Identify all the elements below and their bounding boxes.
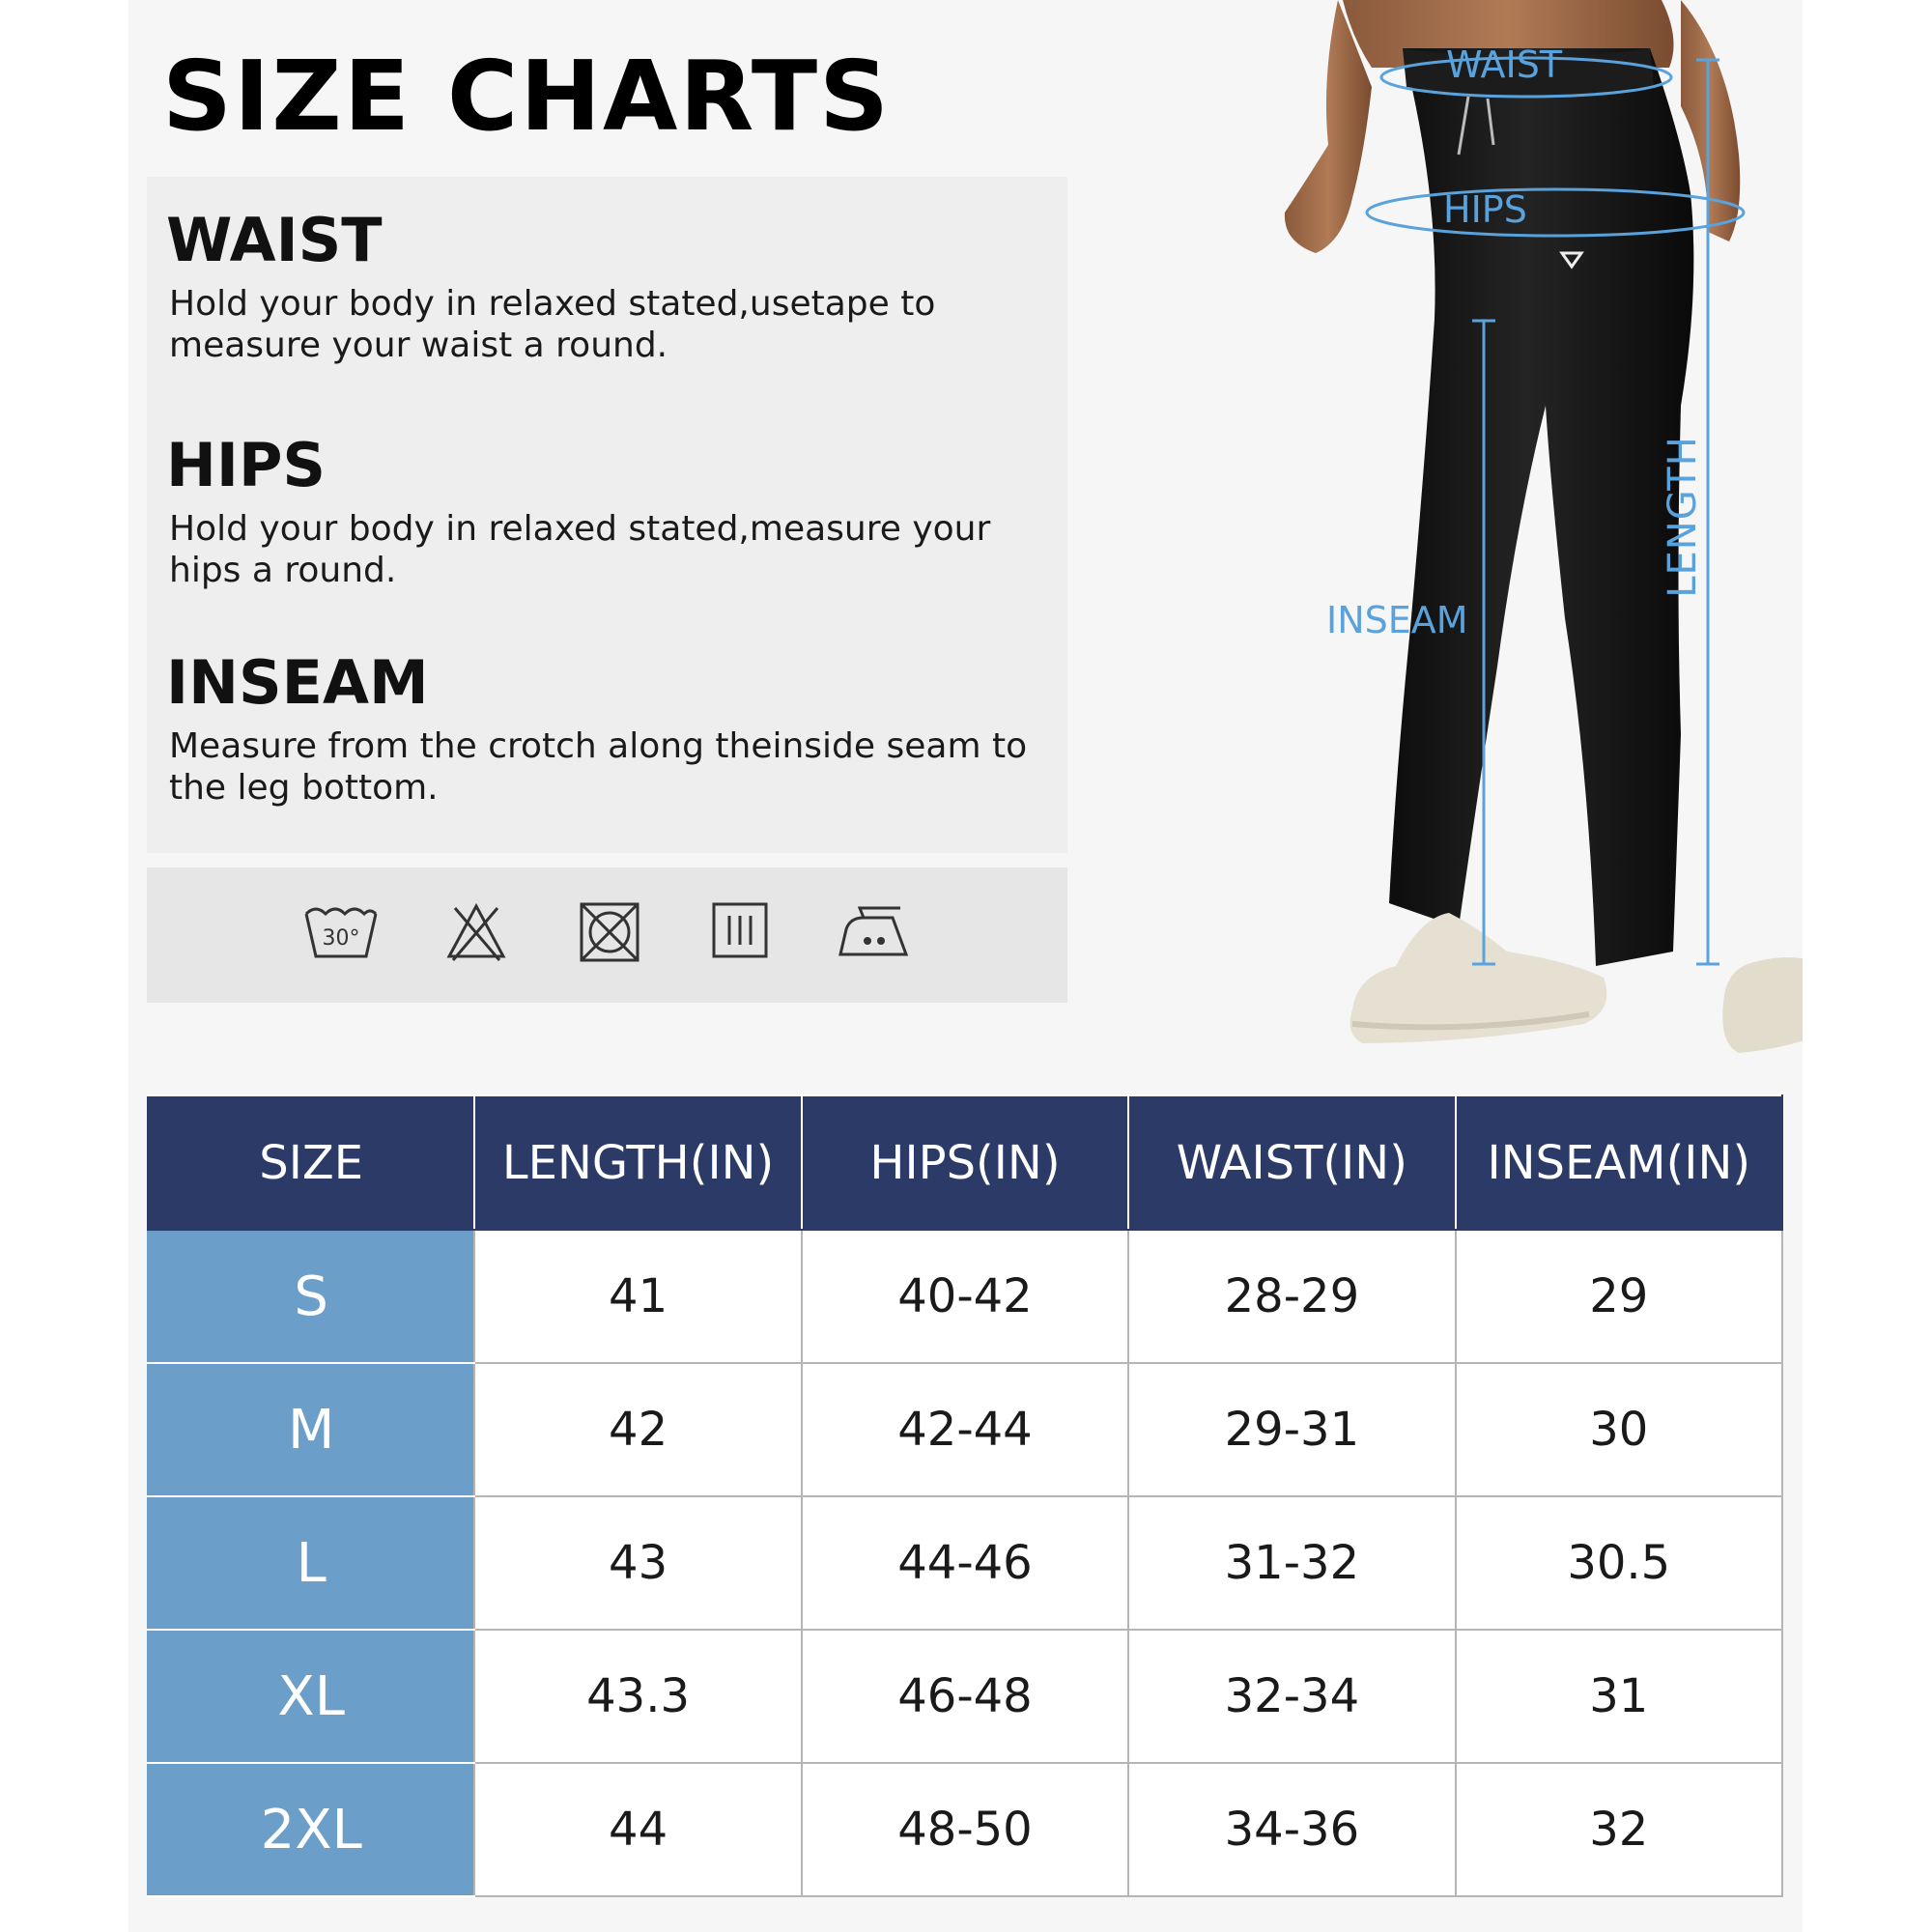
length-cell: 41: [474, 1230, 801, 1363]
size-cell: M: [148, 1363, 474, 1496]
hips-cell: 46-48: [802, 1630, 1128, 1763]
inseam-measure-label: INSEAM: [1326, 599, 1468, 641]
length-cell: 42: [474, 1363, 801, 1496]
waist-measure-label: WAIST: [1446, 43, 1563, 86]
iron-low-icon: [837, 900, 910, 964]
table-row: [148, 1630, 1782, 1763]
waist-cell: 32-34: [1128, 1630, 1455, 1763]
waist-cell: 28-29: [1128, 1230, 1455, 1363]
size-table: [147, 1094, 1783, 1897]
inseam-description: Measure from the crotch along theinside seam to the leg bottom.: [169, 726, 1028, 808]
waist-heading: WAIST: [166, 205, 383, 275]
column-header-inseam: INSEAM(IN): [1456, 1095, 1782, 1230]
table-row: [148, 1230, 1782, 1363]
do-not-bleach-icon: [445, 900, 507, 966]
length-cell: 43.3: [474, 1630, 801, 1763]
table-row: [148, 1763, 1782, 1896]
table-row: [148, 1496, 1782, 1630]
inseam-heading: INSEAM: [166, 647, 429, 718]
size-cell: 2XL: [148, 1763, 474, 1896]
table-header-row: [148, 1095, 1782, 1230]
inseam-cell: 30.5: [1456, 1496, 1782, 1630]
do-not-tumble-dry-icon: [578, 900, 641, 968]
wash-temperature-label: 30°: [322, 926, 360, 951]
hips-heading: HIPS: [166, 430, 327, 500]
table-row: [148, 1363, 1782, 1496]
column-header-length: LENGTH(IN): [474, 1095, 801, 1230]
inseam-cell: 30: [1456, 1363, 1782, 1496]
hips-description: Hold your body in relaxed stated,measure your hips a round.: [169, 509, 991, 590]
hips-cell: 40-42: [802, 1230, 1128, 1363]
inseam-cell: 29: [1456, 1230, 1782, 1363]
inseam-cell: 31: [1456, 1630, 1782, 1763]
size-cell: S: [148, 1230, 474, 1363]
column-header-hips: HIPS(IN): [802, 1095, 1128, 1230]
length-measure-label: LENGTH: [1661, 436, 1705, 598]
size-cell: L: [148, 1496, 474, 1630]
waist-description: Hold your body in relaxed stated,usetape to measure your waist a round.: [169, 284, 936, 365]
hips-cell: 42-44: [802, 1363, 1128, 1496]
length-cell: 44: [474, 1763, 801, 1896]
page-title: SIZE CHARTS: [162, 40, 892, 153]
hips-cell: 48-50: [802, 1763, 1128, 1896]
size-cell: XL: [148, 1630, 474, 1763]
hips-measure-label: HIPS: [1443, 188, 1527, 231]
wash-30-icon: [302, 900, 380, 966]
column-header-size: SIZE: [148, 1095, 474, 1230]
waist-cell: 31-32: [1128, 1496, 1455, 1630]
inseam-cell: 32: [1456, 1763, 1782, 1896]
waist-cell: 34-36: [1128, 1763, 1455, 1896]
drip-dry-icon: [710, 900, 770, 964]
waist-cell: 29-31: [1128, 1363, 1455, 1496]
column-header-waist: WAIST(IN): [1128, 1095, 1455, 1230]
hips-cell: 44-46: [802, 1496, 1128, 1630]
length-cell: 43: [474, 1496, 801, 1630]
